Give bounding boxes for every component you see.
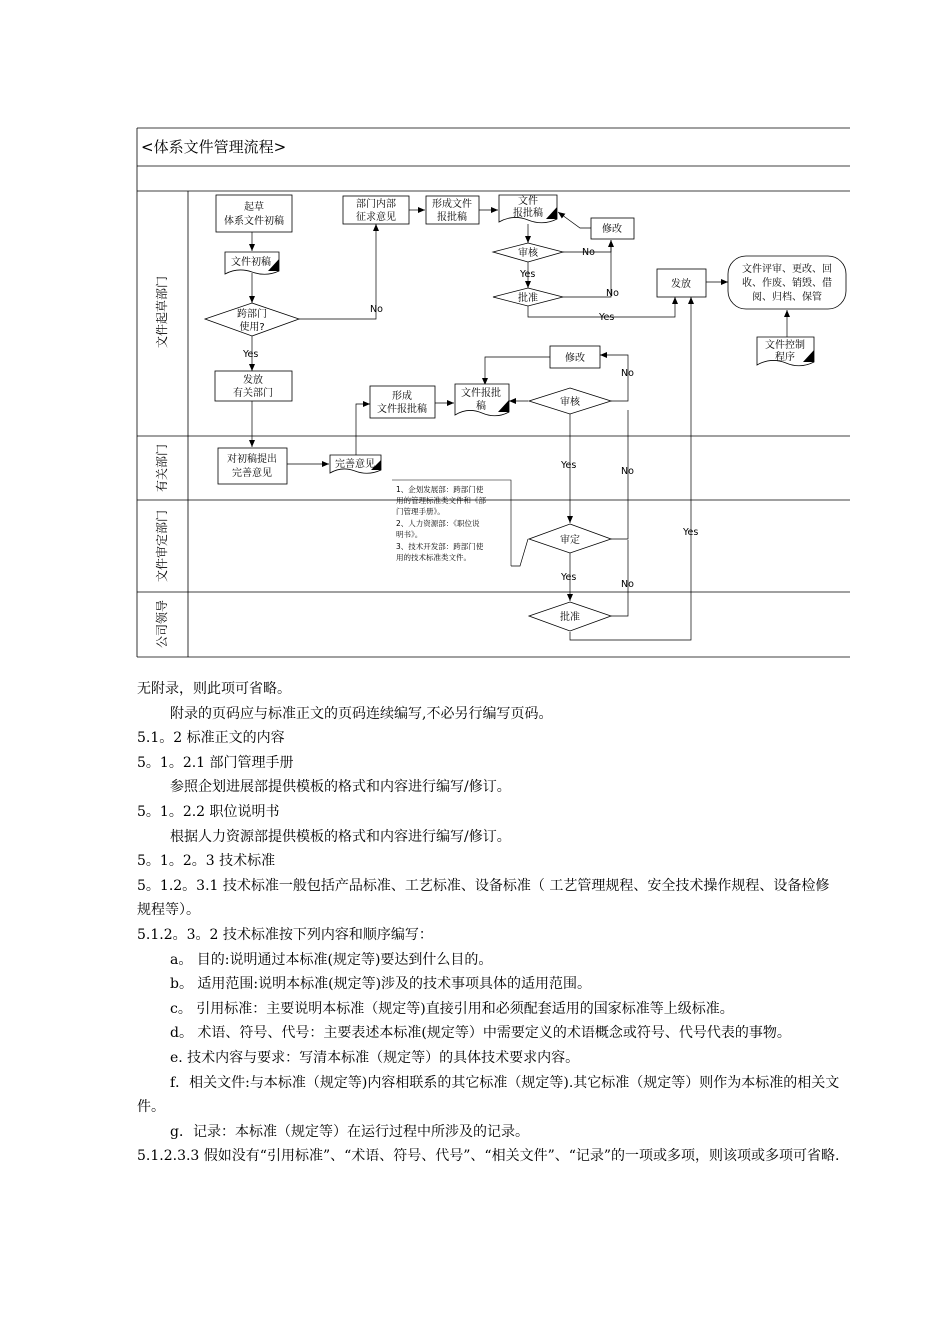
label-no-6: No	[621, 579, 634, 590]
flowchart	[0, 0, 950, 670]
node-draft	[216, 195, 292, 232]
node-approve-bottom-label: 批准	[560, 612, 580, 623]
node-form-report-top	[426, 196, 479, 224]
paragraph-appendix-omit: 无附录，则此项可省略。	[137, 681, 291, 697]
label-yes-6: Yes	[561, 572, 577, 583]
node-report-doc-mid-line1: 文件报批	[461, 388, 501, 399]
node-modify-top	[591, 218, 634, 239]
node-improve-label: 完善意见	[335, 459, 375, 470]
document-body	[137, 677, 842, 1169]
node-form-report-mid-line2: 文件报批稿	[377, 404, 427, 415]
list-item-f: f．相关文件:与本标准（规定等)内容相联系的其它标准（规定等).其它标准（规定等）则作为本标准的相关文件。	[137, 1074, 840, 1116]
node-ratify	[529, 524, 611, 553]
flowchart-branch-labels	[242, 247, 698, 590]
node-report-doc-top	[499, 194, 557, 223]
node-modify-mid-label: 修改	[565, 353, 585, 364]
list-item-b: b。 适用范围:说明本标准(规定等)涉及的技术事项具体的适用范围。	[170, 976, 592, 993]
flowchart-note	[392, 480, 511, 566]
paragraph-5-1-2-3-1: 5。1.2。3.1 技术标准一般包括产品标准、工艺标准、设备标准（ 工艺管理规程、安全技术操作规程、设备检修规程等）。	[137, 877, 830, 919]
note-line-1: 1、企划发展部：跨部门使	[396, 485, 484, 494]
heading-5-1-2: 5.1。2 标准正文的内容	[137, 730, 285, 747]
node-cross-dept-decision	[205, 303, 299, 336]
node-form-report-mid	[370, 386, 435, 418]
node-modify-mid	[550, 346, 600, 368]
node-draft-doc-label: 文件初稿	[231, 257, 271, 268]
node-doc-control-line1: 文件控制	[765, 340, 805, 351]
node-cross-dept-line1: 跨部门	[237, 309, 267, 320]
note-line-2: 用的管理标准类文件和《部	[396, 496, 486, 505]
node-feedback-line2: 完善意见	[232, 468, 272, 479]
node-approve-top-label: 批准	[518, 293, 538, 304]
node-review-mid-label: 审核	[560, 397, 580, 408]
paragraph-5-1-2-3-2: 5.1.2。3。2 技术标准按下列内容和顺序编写：	[137, 926, 433, 943]
label-yes-3: Yes	[599, 312, 615, 323]
node-draft-line2: 体系文件初稿	[224, 216, 284, 227]
label-yes-1: Yes	[243, 349, 259, 360]
node-cross-dept-line2: 使用?	[239, 322, 265, 333]
node-review-top-label: 审核	[518, 248, 538, 259]
node-release	[657, 269, 706, 297]
lane-label-ratifying: 文件审定部门	[155, 509, 169, 583]
node-approve-top	[493, 288, 563, 306]
node-form-report-top-line2: 报批稿	[437, 212, 467, 223]
node-report-doc-top-line1: 文件	[518, 196, 538, 207]
note-line-7: 用的技术标准类文件。	[396, 553, 471, 562]
node-approve-bottom	[529, 602, 611, 631]
node-doc-control-line2: 程序	[775, 352, 795, 363]
node-ratify-label: 审定	[560, 535, 580, 546]
node-modify-top-label: 修改	[602, 224, 622, 235]
list-item-d: d。 术语、符号、代号：主要表述本标准(规定等）中需要定义的术语概念或符号、代号代表的事物。	[170, 1025, 791, 1042]
node-release-label: 发放	[671, 279, 691, 290]
list-item-a: a。 目的:说明通过本标准(规定等)要达到什么目的。	[170, 951, 493, 968]
heading-5-1-2-2: 5。1。2.2 职位说明书	[137, 803, 280, 820]
label-no-2: No	[582, 247, 595, 258]
node-form-report-top-line1: 形成文件	[432, 199, 472, 210]
heading-5-1-2-3: 5。1。2。3 技术标准	[137, 853, 276, 870]
label-yes-2: Yes	[520, 269, 536, 280]
node-doc-review-line2: 收、作废、销毁、借	[742, 278, 832, 289]
paragraph-job-description: 根据人力资源部提供模板的格式和内容进行编写/修订。	[170, 828, 511, 845]
paragraph-5-1-2-3-3: 5.1.2.3.3 假如没有“引用标准”、“术语、符号、代号”、“相关文件”、“记录”的一项或多项，则该项或多项可省略.	[137, 1148, 840, 1165]
lane-label-leadership: 公司领导	[155, 599, 169, 649]
list-item-c: c。 引用标准：主要说明本标准（规定等)直接引用和必须配套适用的国家标准等上级标准。	[170, 1000, 734, 1017]
heading-5-1-2-1: 5。1。2.1 部门管理手册	[137, 754, 294, 771]
node-doc-control	[757, 337, 814, 366]
flowchart-title: <体系文件管理流程>	[141, 138, 287, 156]
node-review-top	[493, 243, 563, 262]
node-doc-review-line1: 文件评审、更改、回	[742, 264, 832, 275]
node-feedback-line1: 对初稿提出	[227, 454, 277, 465]
node-send-depts-line1: 发放	[243, 375, 263, 386]
paragraph-dept-manual: 参照企划进展部提供模板的格式和内容进行编写/修订。	[170, 779, 511, 796]
note-line-3: 门管理手册》。	[396, 507, 445, 516]
node-draft-line1: 起草	[244, 202, 264, 213]
note-line-4: 2、人力资源部：《职位说	[396, 519, 480, 528]
node-report-doc-mid	[455, 384, 509, 416]
label-no-3: No	[606, 288, 619, 299]
label-no-5: No	[621, 466, 634, 477]
list-item-g: g．记录：本标准（规定等）在运行过程中所涉及的记录。	[170, 1123, 529, 1140]
lane-label-related: 有关部门	[155, 443, 169, 493]
node-feedback	[218, 448, 287, 484]
node-improve-doc	[330, 455, 381, 473]
node-draft-doc	[225, 252, 279, 274]
node-form-report-mid-line1: 形成	[392, 391, 412, 402]
note-line-5: 明书》。	[396, 530, 423, 539]
node-report-doc-top-line2: 报批稿	[513, 208, 543, 219]
paragraph-appendix-pages: 附录的页码应与标准正文的页码连续编写,不必另行编写页码。	[170, 705, 553, 722]
node-dept-internal	[343, 196, 409, 224]
node-send-depts-line2: 有关部门	[233, 388, 273, 399]
node-send-depts	[215, 371, 292, 401]
label-no-1: No	[370, 304, 383, 315]
label-yes-4: Yes	[561, 460, 577, 471]
list-item-e: e. 技术内容与要求：写清本标准（规定等）的具体技术要求内容。	[170, 1049, 580, 1066]
node-doc-review	[728, 256, 846, 309]
node-review-mid	[529, 388, 611, 414]
lane-label-drafting: 文件起草部门	[155, 275, 169, 349]
note-line-6: 3、技术开发部：跨部门使	[396, 542, 484, 551]
label-no-4: No	[621, 368, 634, 379]
node-dept-internal-line2: 征求意见	[356, 212, 396, 223]
node-report-doc-mid-line2: 稿	[476, 401, 486, 412]
label-yes-5: Yes	[683, 527, 699, 538]
node-dept-internal-line1: 部门内部	[356, 199, 396, 210]
node-doc-review-line3: 阅、归档、保管	[752, 292, 822, 303]
